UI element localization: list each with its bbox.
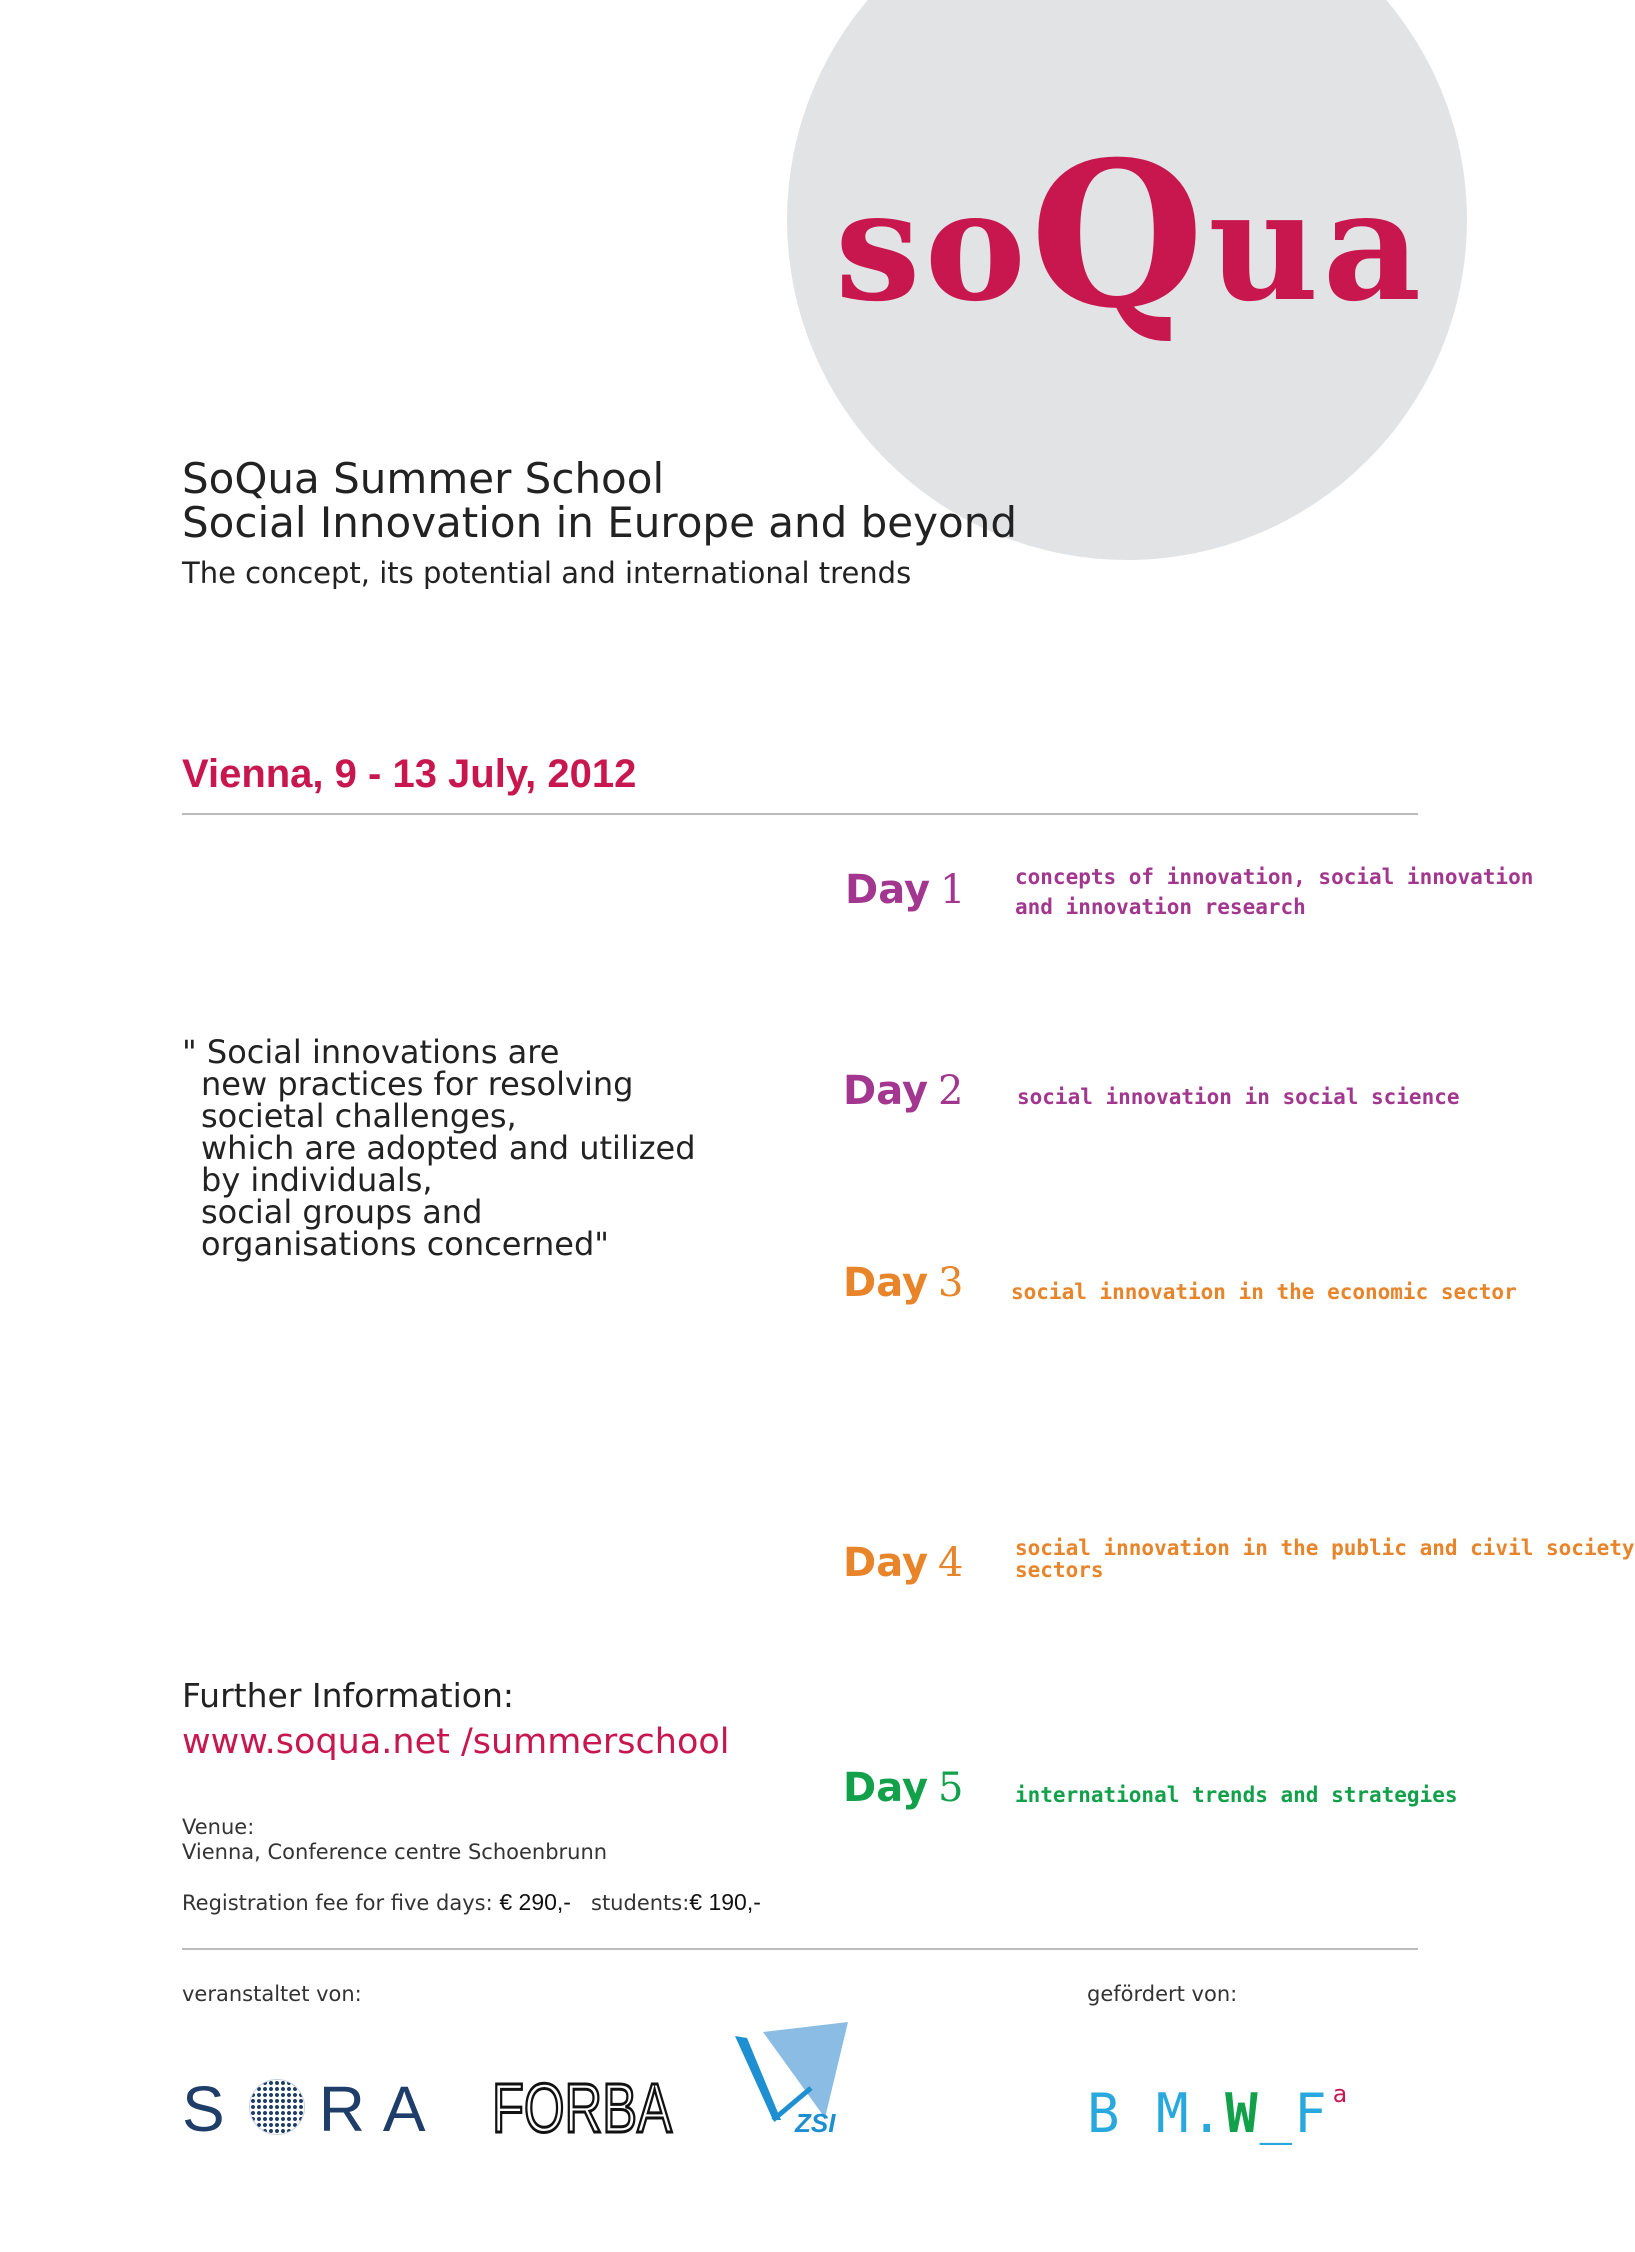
day-number: 1	[940, 867, 966, 913]
sora-dot-icon	[249, 2079, 305, 2135]
logo-text-q: Q	[1029, 118, 1209, 353]
venue-value: Vienna, Conference centre Schoenbrunn	[182, 1840, 608, 1864]
day-2-label	[843, 1068, 964, 1114]
website-link[interactable]: www.soqua.net /summerschool	[182, 1722, 730, 1762]
day-5-label	[843, 1765, 964, 1811]
divider-bottom	[182, 1948, 1418, 1950]
funded-by-label: gefördert von:	[1087, 1982, 1238, 2006]
forba-logo-mark	[492, 2069, 673, 2147]
zsi-logo-text: ZSI	[795, 2108, 836, 2138]
logo-text-start: so	[835, 156, 1030, 335]
registration-fee	[182, 1889, 761, 1916]
quote-line: by individuals,	[201, 1161, 433, 1199]
sora-logo-ra: RA	[318, 2073, 444, 2145]
quote-line: new practices for resolving	[201, 1065, 634, 1103]
forba-logo-text: FORBA	[492, 2069, 673, 2147]
day-number: 3	[938, 1260, 964, 1306]
sora-logo-s: S	[182, 2073, 243, 2145]
organized-by-label: veranstaltet von:	[182, 1982, 362, 2006]
bmwf-logo: B M.W_F $^a$	[1087, 2080, 1350, 2145]
fee-label: Registration fee for five days:	[182, 1891, 493, 1915]
day-word: Day	[843, 1068, 929, 1114]
day-4-label	[843, 1540, 964, 1586]
day-desc-line: social innovation in social science	[1017, 1085, 1460, 1109]
title-line-1: SoQua Summer School	[182, 454, 665, 503]
quote-line: organisations concerned"	[201, 1225, 610, 1263]
students-amount: € 190,-	[689, 1889, 761, 1915]
day-number: 4	[938, 1540, 964, 1586]
soqua-logo	[835, 118, 1426, 353]
day-word: Day	[843, 1260, 929, 1306]
day-3-description	[1011, 1277, 1517, 1307]
day-desc-line: concepts of innovation, social innovation	[1015, 865, 1534, 889]
day-1-description	[1015, 862, 1533, 922]
quote-line: societal challenges,	[201, 1097, 517, 1135]
quote-line: which are adopted and utilized	[201, 1129, 696, 1167]
day-desc-line: international trends and strategies	[1015, 1783, 1458, 1807]
day-number: 2	[938, 1068, 964, 1114]
further-info-heading: Further Information:	[182, 1676, 515, 1715]
day-word: Day	[843, 1765, 929, 1811]
bmwf-b: B	[1087, 2082, 1122, 2145]
bmwf-superscript: a	[1332, 2080, 1350, 2108]
bmwf-w: W	[1225, 2082, 1260, 2145]
divider-top	[182, 813, 1418, 815]
quote-line: " Social innovations are	[182, 1033, 560, 1071]
logo-text-end: ua	[1208, 156, 1426, 335]
forba-logo	[492, 2069, 673, 2147]
day-4-description	[1015, 1537, 1635, 1581]
students-label: students:	[591, 1891, 690, 1915]
day-word: Day	[843, 1540, 929, 1586]
bmwf-f: F	[1294, 2082, 1329, 2145]
day-2-description	[1017, 1082, 1460, 1112]
day-desc-line: social innovation in the public and civil society	[1015, 1536, 1635, 1560]
quote-block	[182, 1033, 696, 1263]
day-desc-line: and innovation research	[1015, 895, 1306, 919]
day-desc-line: social innovation in the economic sector	[1011, 1280, 1517, 1304]
day-desc-line: sectors	[1015, 1558, 1104, 1582]
venue-block	[182, 1815, 607, 1865]
day-word: Day	[845, 867, 931, 913]
zsi-logo-mark	[733, 2018, 853, 2138]
day-3-label	[843, 1260, 964, 1306]
event-date: Vienna, 9 - 13 July, 2012	[182, 752, 637, 796]
day-5-description	[1015, 1780, 1458, 1810]
fee-amount: € 290,-	[499, 1889, 571, 1915]
title-line-2: Social Innovation in Europe and beyond	[182, 498, 1017, 547]
subtitle: The concept, its potential and international trends	[182, 556, 912, 590]
venue-label: Venue:	[182, 1815, 255, 1839]
bmwf-m: M	[1156, 2082, 1191, 2145]
quote-line: social groups and	[201, 1193, 483, 1231]
day-number: 5	[938, 1765, 964, 1811]
day-1-label	[845, 867, 966, 913]
zsi-logo	[733, 2018, 853, 2142]
sora-logo	[182, 2072, 444, 2146]
